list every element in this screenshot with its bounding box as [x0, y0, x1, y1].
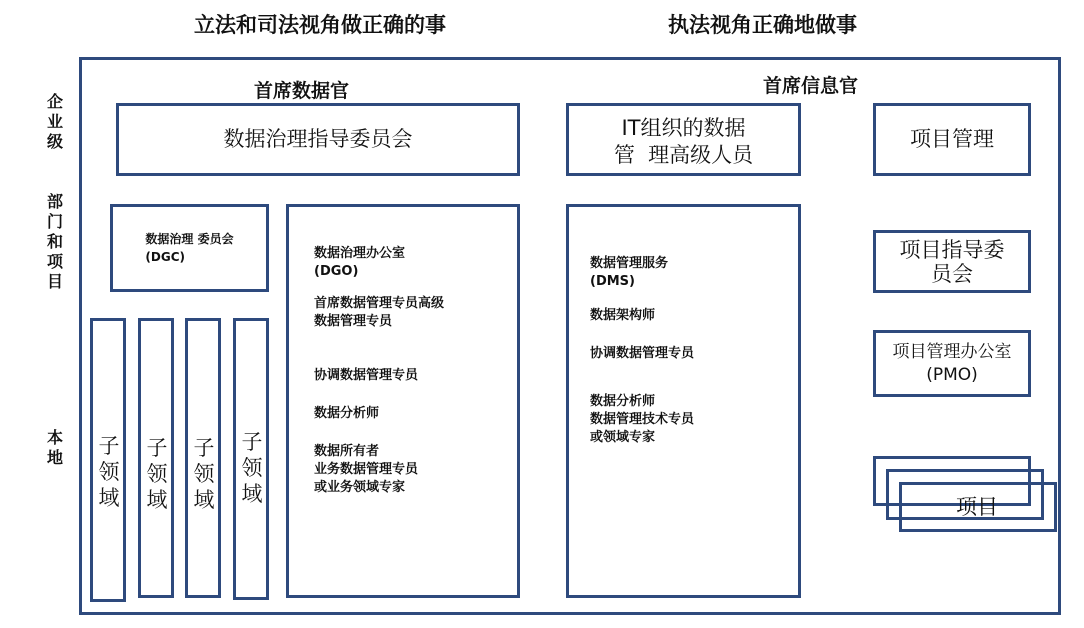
- dgo-item: 数据所有者 业务数据管理专员 或业务领域专家: [314, 444, 419, 495]
- left-header: 立法和司法视角做正确的事: [194, 13, 446, 37]
- row-label-local: 本地: [46, 428, 63, 467]
- subdomain-label: 子领域: [193, 436, 215, 512]
- dms-box: [566, 204, 801, 598]
- dgc-box: [110, 204, 269, 292]
- project-steering-box: [873, 230, 1031, 293]
- subdomain-box: [138, 318, 174, 598]
- pmo-box: [873, 330, 1031, 397]
- project-steering-label: 项目指导委 员会: [899, 237, 1005, 286]
- subdomain-box: [185, 318, 221, 598]
- subdomain-box: [90, 318, 126, 602]
- row-label-enterprise: 企业级: [46, 92, 63, 151]
- dgo-item: 首席数据管理专员高级 数据管理专员: [314, 296, 445, 329]
- subdomain-label: 子领域: [146, 436, 168, 512]
- dgo-item: 数据分析师: [314, 406, 380, 421]
- subdomain-label: 子领域: [241, 430, 263, 506]
- project-management-box: [873, 103, 1031, 176]
- dms-item: 协调数据管理专员: [590, 346, 695, 361]
- it-data-mgmt-line: IT组织的数据: [621, 116, 746, 140]
- dgo-item: 数据治理办公室 (DGO): [314, 246, 406, 279]
- project-box: [899, 482, 1057, 532]
- cdo-title: 首席数据官: [254, 80, 350, 102]
- pmo-line: 项目管理办公室: [892, 342, 1012, 362]
- subdomain-box: [233, 318, 269, 600]
- it-data-mgmt-box: [566, 103, 801, 176]
- right-header: 执法视角正确地做事: [668, 13, 857, 37]
- governance-council-box: [116, 103, 520, 176]
- dgo-item: 协调数据管理专员: [314, 368, 419, 383]
- pmo-line: (PMO): [926, 365, 978, 385]
- dms-item: 数据分析师 数据管理技术专员 或领域专家: [590, 394, 695, 445]
- it-data-mgmt-line: 管 理高级人员: [613, 143, 754, 167]
- dgc-label: 数据治理 委员会 (DGC): [145, 232, 234, 264]
- governance-council-label: 数据治理指导委员会: [223, 127, 413, 151]
- project-management-label: 项目管理: [910, 127, 994, 151]
- cio-title: 首席信息官: [763, 75, 859, 97]
- dms-item: 数据管理服务 (DMS): [590, 256, 669, 289]
- dgo-box: [286, 204, 520, 598]
- subdomain-label: 子领域: [98, 434, 120, 510]
- project-label: 项目: [956, 495, 998, 519]
- row-label-department: 部门和项目: [46, 192, 63, 291]
- dms-item: 数据架构师: [590, 308, 656, 323]
